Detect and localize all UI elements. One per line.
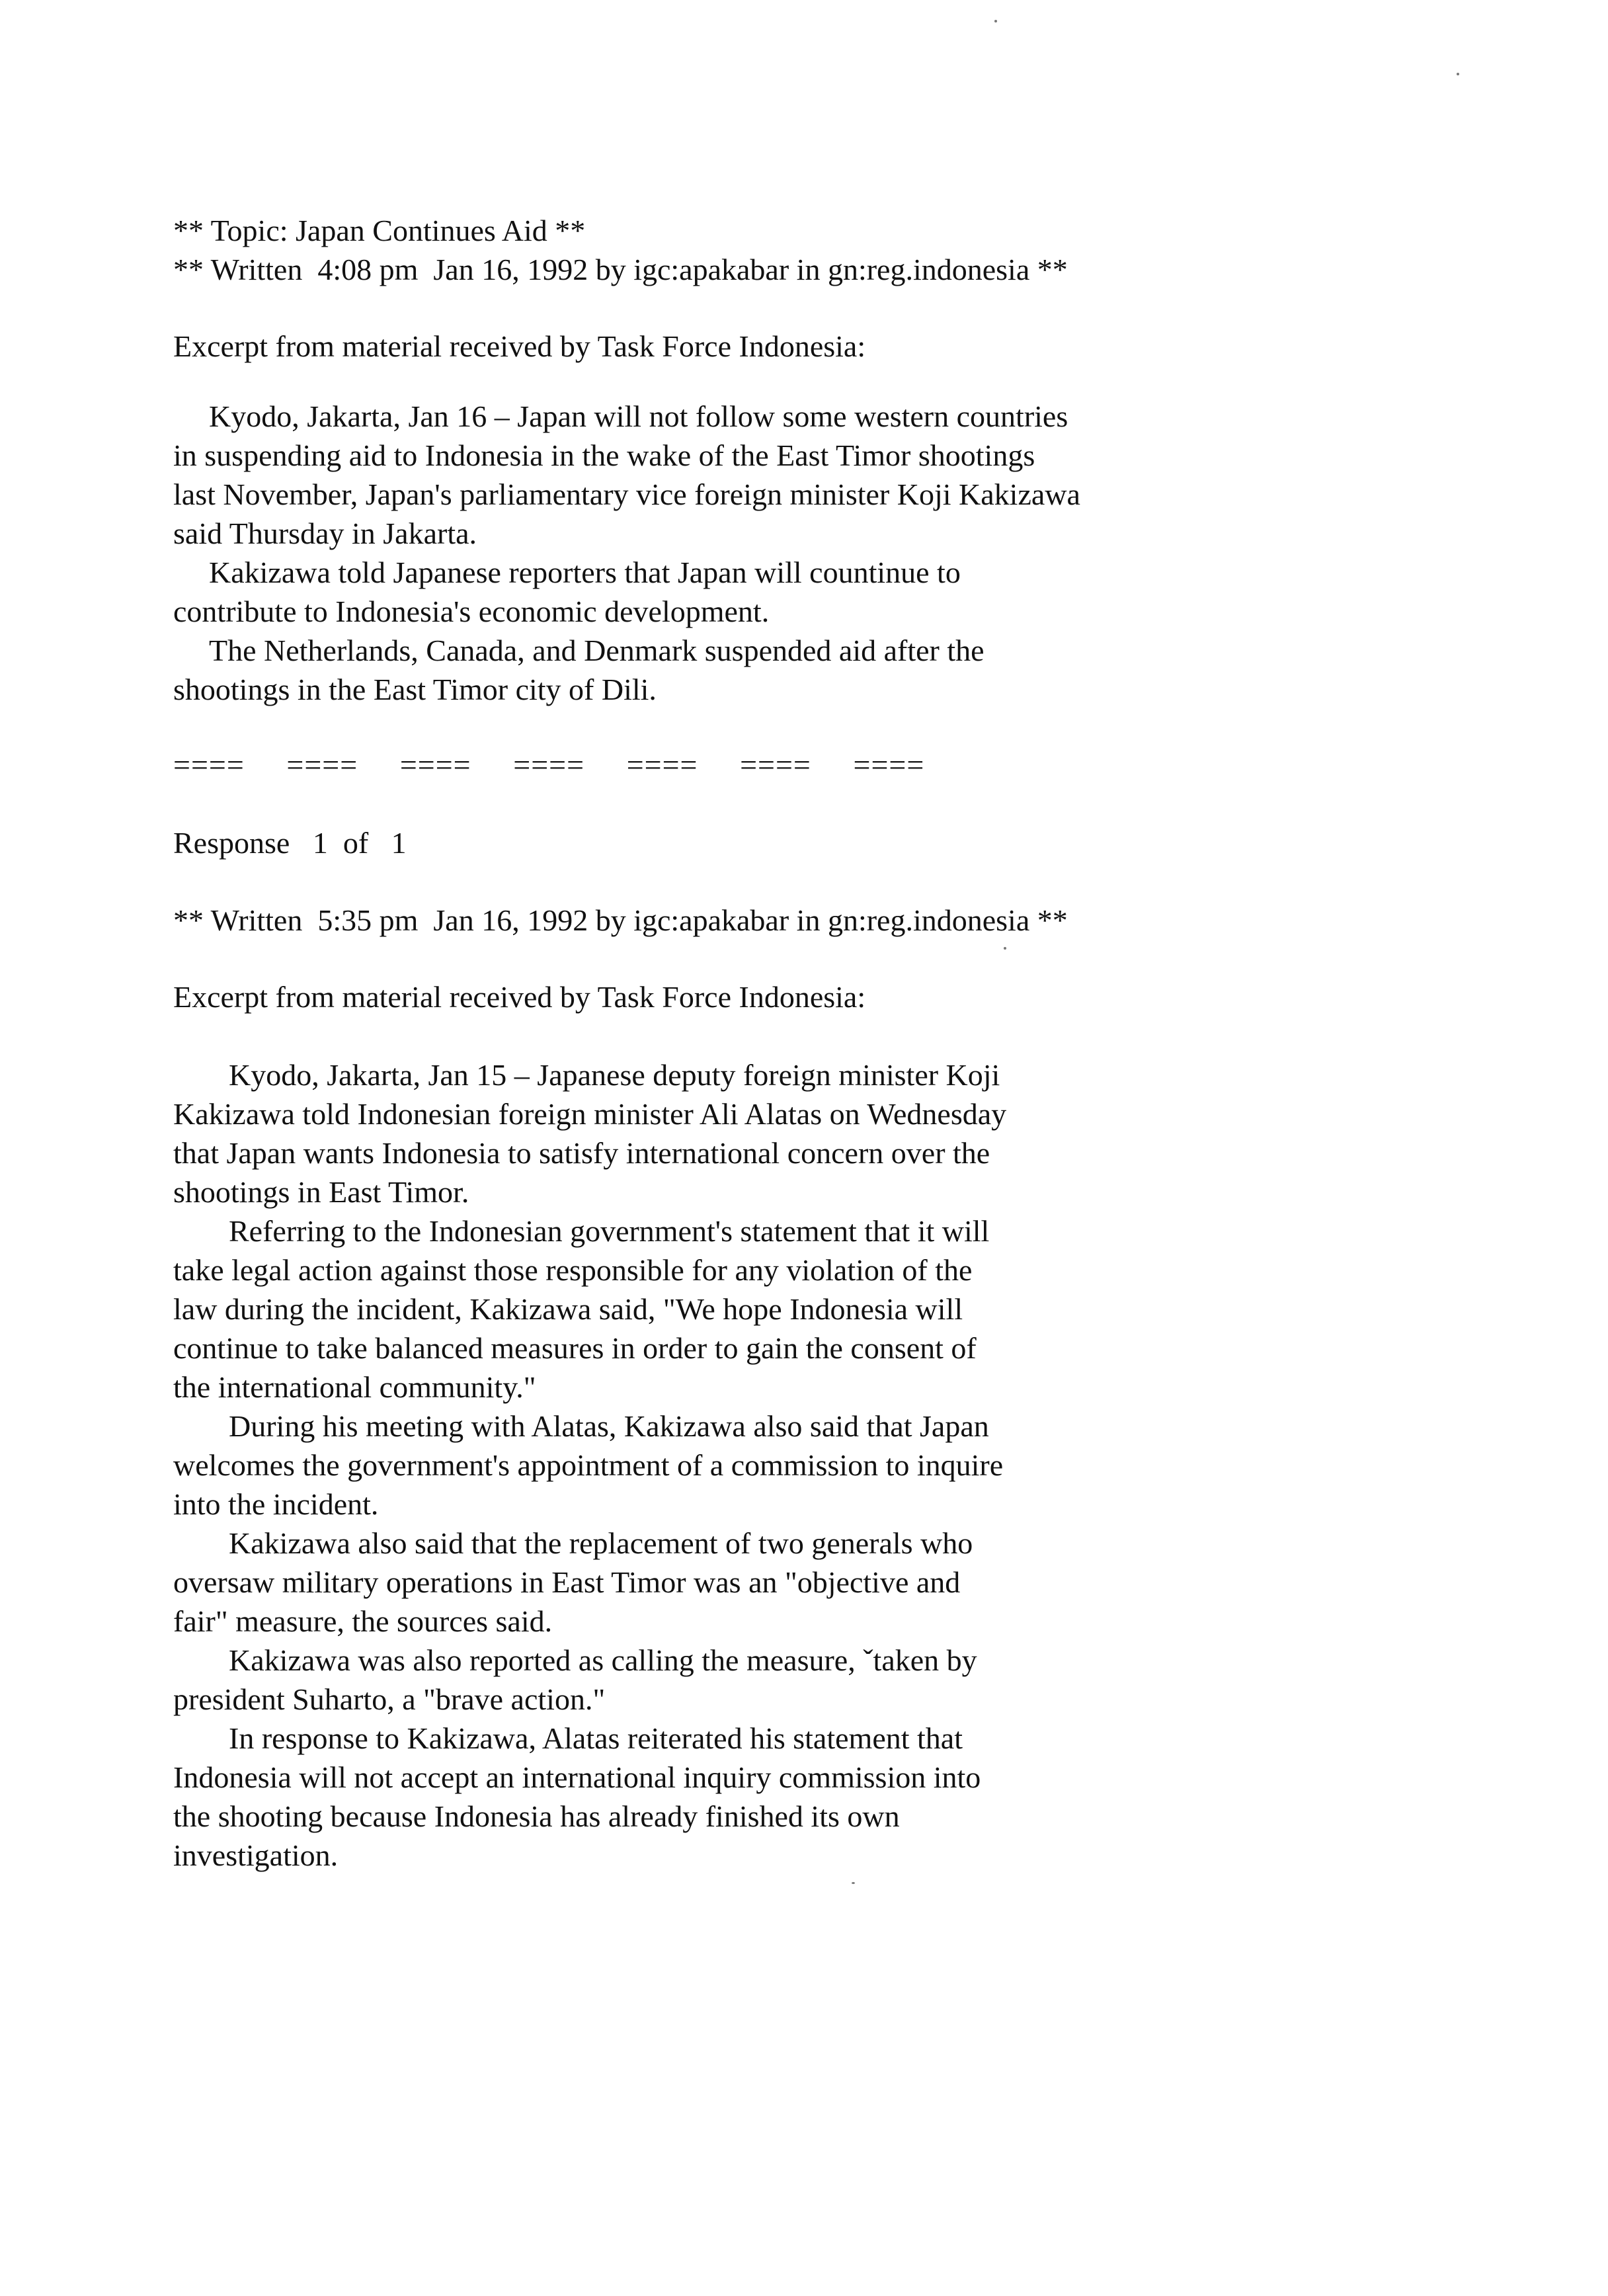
- post2-para5-line1: Kakizawa was also reported as calling the measure, ˇtaken by: [229, 1643, 977, 1677]
- scan-speck: [1004, 947, 1006, 950]
- post2-para6-line4: investigation.: [173, 1838, 339, 1872]
- separator-segment: ====: [626, 748, 698, 782]
- written-line-2: ** Written 5:35 pm Jan 16, 1992 by igc:apakabar in gn:reg.indonesia **: [173, 903, 1068, 937]
- post1-para1-line4: said Thursday in Jakarta.: [173, 516, 477, 550]
- excerpt-intro-2: Excerpt from material received by Task Force Indonesia:: [173, 980, 866, 1014]
- post2-para2-line4: continue to take balanced measures in order to gain the consent of: [173, 1331, 977, 1365]
- scan-speck: [852, 1882, 855, 1884]
- post2-para3-line2: welcomes the government's appointment of a commission to inquire: [173, 1448, 1004, 1482]
- post2-para2-line2: take legal action against those responsible for any violation of the: [173, 1253, 973, 1287]
- post2-para2-line1: Referring to the Indonesian government's statement that it will: [229, 1214, 990, 1248]
- post2-para2-line5: the international community.": [173, 1370, 536, 1404]
- post1-para3-line1: The Netherlands, Canada, and Denmark suspended aid after the: [209, 634, 985, 667]
- post1-para2-line2: contribute to Indonesia's economic development.: [173, 594, 770, 628]
- written-line-1: ** Written 4:08 pm Jan 16, 1992 by igc:apakabar in gn:reg.indonesia **: [173, 253, 1068, 286]
- scan-speck: [994, 20, 997, 22]
- separator: [173, 746, 967, 784]
- separator-segment: ====: [399, 748, 471, 782]
- separator-segment: ====: [853, 748, 925, 782]
- post2-para1-line1: Kyodo, Jakarta, Jan 15 – Japanese deputy foreign minister Koji: [229, 1058, 1000, 1092]
- post2-para4-line3: fair" measure, the sources said.: [173, 1604, 553, 1638]
- post2-para4-line1: Kakizawa also said that the replacement of two generals who: [229, 1526, 973, 1560]
- separator-segment: ====: [513, 748, 585, 782]
- separator-segment: ====: [740, 748, 811, 782]
- post2-para1-line3: that Japan wants Indonesia to satisfy international concern over the: [173, 1136, 990, 1170]
- response-label: Response 1 of 1: [173, 826, 407, 860]
- post2-para1-line4: shootings in East Timor.: [173, 1175, 469, 1209]
- post2-para3-line1: During his meeting with Alatas, Kakizawa also said that Japan: [229, 1409, 989, 1443]
- post2-para5-line2: president Suharto, a "brave action.": [173, 1682, 606, 1716]
- post1-para1-line2: in suspending aid to Indonesia in the wake of the East Timor shootings: [173, 438, 1035, 472]
- post2-para6-line1: In response to Kakizawa, Alatas reiterated his statement that: [229, 1721, 963, 1755]
- excerpt-intro-1: Excerpt from material received by Task Force Indonesia:: [173, 329, 866, 363]
- topic-line: ** Topic: Japan Continues Aid **: [173, 214, 586, 247]
- post2-para4-line2: oversaw military operations in East Timor was an "objective and: [173, 1565, 961, 1599]
- post2-para2-line3: law during the incident, Kakizawa said, "We hope Indonesia will: [173, 1292, 963, 1326]
- post2-para3-line3: into the incident.: [173, 1487, 379, 1521]
- post1-para3-line2: shootings in the East Timor city of Dili.: [173, 673, 657, 706]
- separator-segment: ====: [286, 748, 358, 782]
- scan-speck: [1457, 73, 1459, 75]
- post2-para6-line2: Indonesia will not accept an international inquiry commission into: [173, 1760, 981, 1794]
- post1-para1-line1: Kyodo, Jakarta, Jan 16 – Japan will not follow some western countries: [209, 399, 1068, 433]
- post1-para1-line3: last November, Japan's parliamentary vice foreign minister Koji Kakizawa: [173, 477, 1080, 511]
- post2-para6-line3: the shooting because Indonesia has already finished its own: [173, 1799, 900, 1833]
- separator-segment: ====: [173, 748, 245, 782]
- post1-para2-line1: Kakizawa told Japanese reporters that Japan will countinue to: [209, 555, 961, 589]
- post2-para1-line2: Kakizawa told Indonesian foreign minister Ali Alatas on Wednesday: [173, 1097, 1007, 1131]
